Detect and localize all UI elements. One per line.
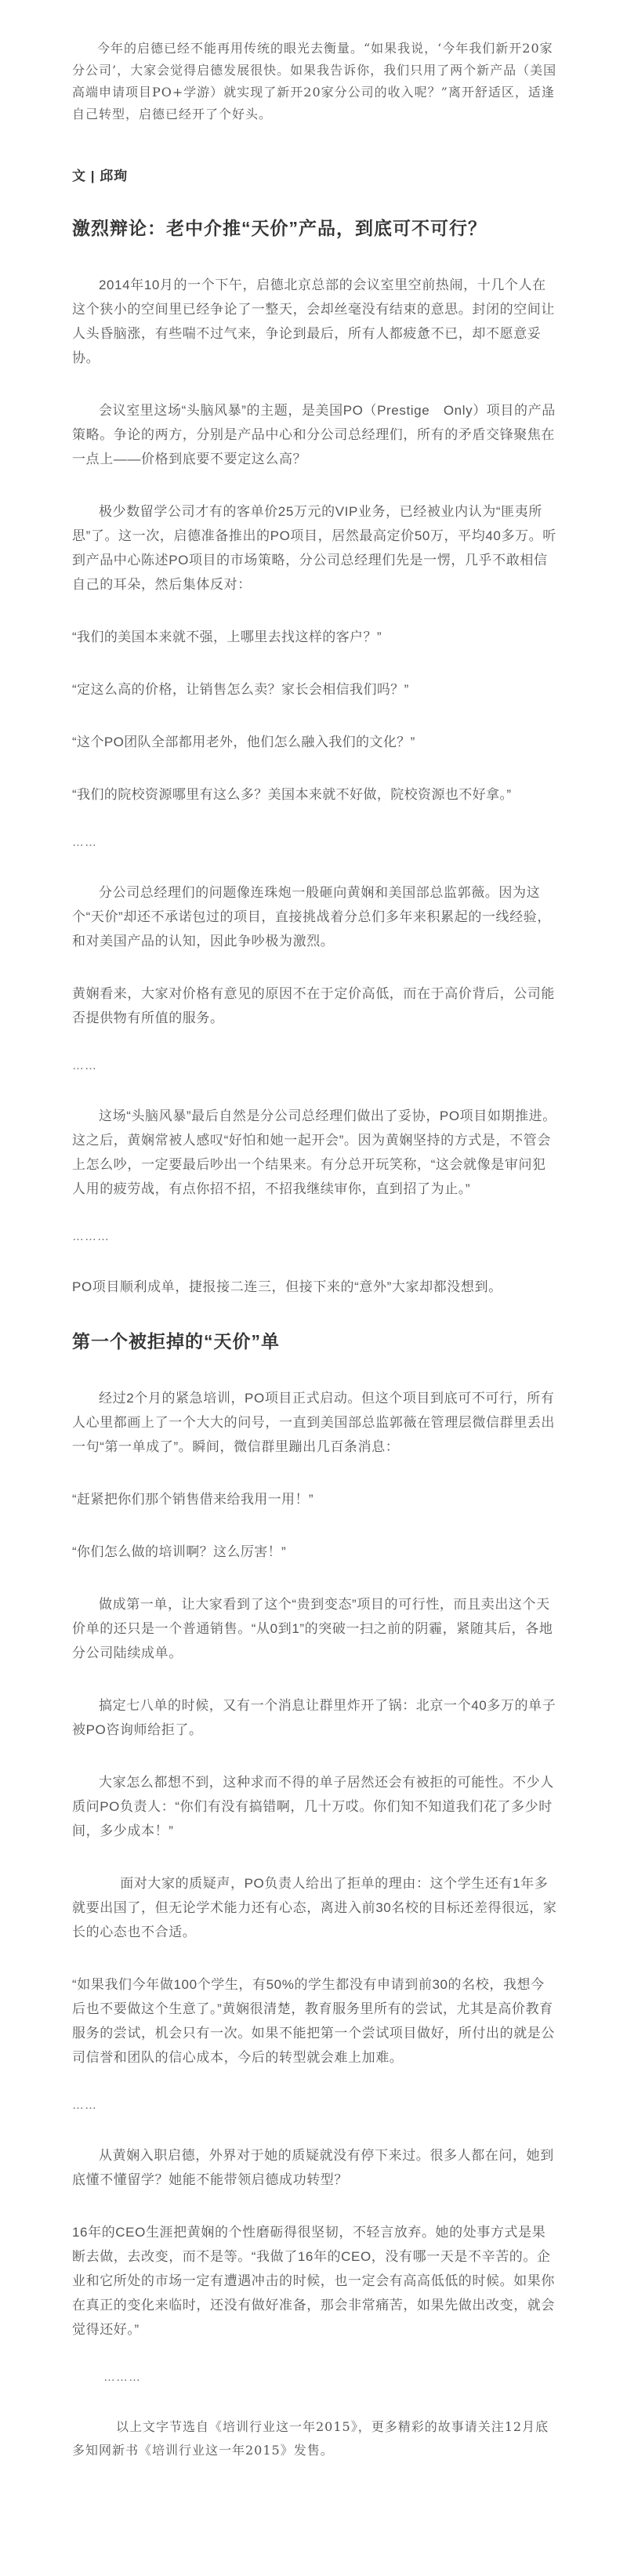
paragraph: 极少数留学公司才有的客单价25万元的VIP业务，已经被业内认为“匪夷所思”了。这一次，启德准备推出的PO项目，居然最高定价50万，平均40多万。听到产品中心陈述PO项目的市场策略，分公司总经理们先是一愣，几乎不敢相信自己的耳朵，然后集体反对： bbox=[72, 504, 556, 592]
paragraph: 16年的CEO生涯把黄娴的个性磨砺得很坚韧，不轻言放弃。她的处事方式是果断去做，去改变，而不是等。“我做了16年的CEO，没有哪一天是不辛苦的。企业和它所处的市场一定有遭遇冲击的时候，也一定会有高高低低的时候。如果你在真正的变化来临时，还没有做好准备，那会非常痛苦，如果先做出改变，就会觉得还好。” bbox=[72, 2225, 555, 2337]
paragraph: 会议室里这场“头脑风暴”的主题，是美国PO（Prestige Only）项目的产品策略。争论的两方，分别是产品中心和分公司总经理们，所有的矛盾交锋聚焦在一点上——价格到底要不要定这么高？ bbox=[72, 403, 556, 466]
paragraph: 做成第一单，让大家看到了这个“贵到变态”项目的可行性，而且卖出这个天价单的还只是一个普通销售。“从0到1”的突破一扫之前的阴霾，紧随其后，各地分公司陆续成单。 bbox=[72, 1597, 553, 1660]
paragraph: 分公司总经理们的问题像连珠炮一般砸向黄娴和美国部总监郭薇。因为这个“天价”却还不承诺包过的项目，直接挑战着分总们多年来积累起的一线经验，和对美国产品的认知，因此争吵极为激烈。 bbox=[72, 885, 551, 949]
ellipsis-separator: ……… bbox=[72, 1230, 110, 1243]
paragraph: 面对大家的质疑声，PO负责人给出了拒单的理由：这个学生还有1年多就要出国了，但无论学术能力还有心态，离进入前30名校的目标还差得很远，家长的心态也不合适。 bbox=[72, 1876, 557, 1939]
ellipsis-separator: …… bbox=[72, 836, 97, 849]
section-title-rejected-order: 第一个被拒掉的“天价”单 bbox=[72, 1331, 280, 1351]
author-byline: 文 | 邱珣 bbox=[72, 169, 129, 183]
paragraph: 黄娴看来，大家对价格有意见的原因不在于定价高低，而在于高价背后，公司能否提供物有所值的服务。 bbox=[72, 986, 555, 1025]
paragraph: 2014年10月的一个下午，启德北京总部的会议室里空前热闹，十几个人在这个狭小的空间里已经争论了一整天，会却丝毫没有结束的意思。封闭的空间让人头昏脑涨，有些喘不过气来，争论到最后，所有人都疲惫不已，却不愿意妥协。 bbox=[72, 278, 555, 365]
paragraph: “如果我们今年做100个学生，有50%的学生都没有申请到前30的名校，我想今后也不要做这个生意了。”黄娴很清楚，教育服务里所有的尝试，尤其是高价教育服务的尝试，机会只有一次。如果不能把第一个尝试项目做好，所付出的就是公司信誉和团队的信心成本，今后的转型就会难上加难。 bbox=[72, 1977, 555, 2065]
paragraph: PO项目顺利成单，捷报接二连三，但接下来的“意外”大家却都没想到。 bbox=[72, 1279, 502, 1294]
paragraph: 经过2个月的紧急培训，PO项目正式启动。但这个项目到底可不可行，所有人心里都画上了一个大大的问号，一直到美国部总监郭薇在管理层微信群里丢出一句“第一单成了”。瞬间，微信群里蹦出几百条消息： bbox=[72, 1391, 555, 1454]
section-title-debate: 激烈辩论：老中介推“天价”产品，到底可不可行？ bbox=[72, 218, 487, 238]
paragraph: 搞定七八单的时候，又有一个消息让群里炸开了锅：北京一个40多万的单子被PO咨询师给拒了。 bbox=[72, 1698, 556, 1737]
quote: “定这么高的价格，让销售怎么卖？家长会相信我们吗？” bbox=[72, 682, 409, 697]
quote: “我们的美国本来就不强，上哪里去找这样的客户？” bbox=[72, 629, 382, 644]
article bbox=[72, 38, 558, 2462]
ellipsis-separator: …… bbox=[72, 2099, 97, 2112]
paragraph: 从黄娴入职启德，外界对于她的质疑就没有停下来过。很多人都在问，她到底懂不懂留学？她能不能带领启德成功转型？ bbox=[72, 2148, 554, 2187]
ellipsis-separator: …… bbox=[72, 1059, 97, 1072]
paragraph: 这场“头脑风暴”最后自然是分公司总经理们做出了妥协，PO项目如期推进。这之后，黄娴常被人感叹“好怕和她一起开会”。因为黄娴坚持的方式是，不管会上怎么吵，一定要最后吵出一个结果来。有分总开玩笑称，“这会就像是审问犯人用的疲劳战，有点你招不招，不招我继续审你，直到招了为止。” bbox=[72, 1108, 556, 1196]
quote: “你们怎么做的培训啊？这么厉害！” bbox=[72, 1544, 287, 1559]
ellipsis-separator: ……… bbox=[103, 2371, 141, 2384]
intro-paragraph: 今年的启德已经不能再用传统的眼光去衡量。“如果我说，‘今年我们新开20家分公司’，大家会觉得启德发展很快。如果我告诉你，我们只用了两个新产品（美国高端申请项目PO+学游）就实现了新开20家分公司的收入呢？”离开舒适区，适逢自己转型，启德已经开了个好头。 bbox=[72, 41, 557, 122]
quote: “赶紧把你们那个销售借来给我用一用！” bbox=[72, 1492, 314, 1507]
quote: “我们的院校资源哪里有这么多？美国本来就不好做，院校资源也不好拿。” bbox=[72, 787, 512, 802]
paragraph: 大家怎么都想不到，这种求而不得的单子居然还会有被拒的可能性。不少人质问PO负责人：“你们有没有搞错啊，几十万哎。你们知不知道我们花了多少时间，多少成本！” bbox=[72, 1775, 554, 1838]
outro-note: 以上文字节选自《培训行业这一年2015》，更多精彩的故事请关注12月底多知网新书《培训行业这一年2015》发售。 bbox=[72, 2419, 549, 2458]
quote: “这个PO团队全部都用老外，他们怎么融入我们的文化？” bbox=[72, 735, 415, 749]
